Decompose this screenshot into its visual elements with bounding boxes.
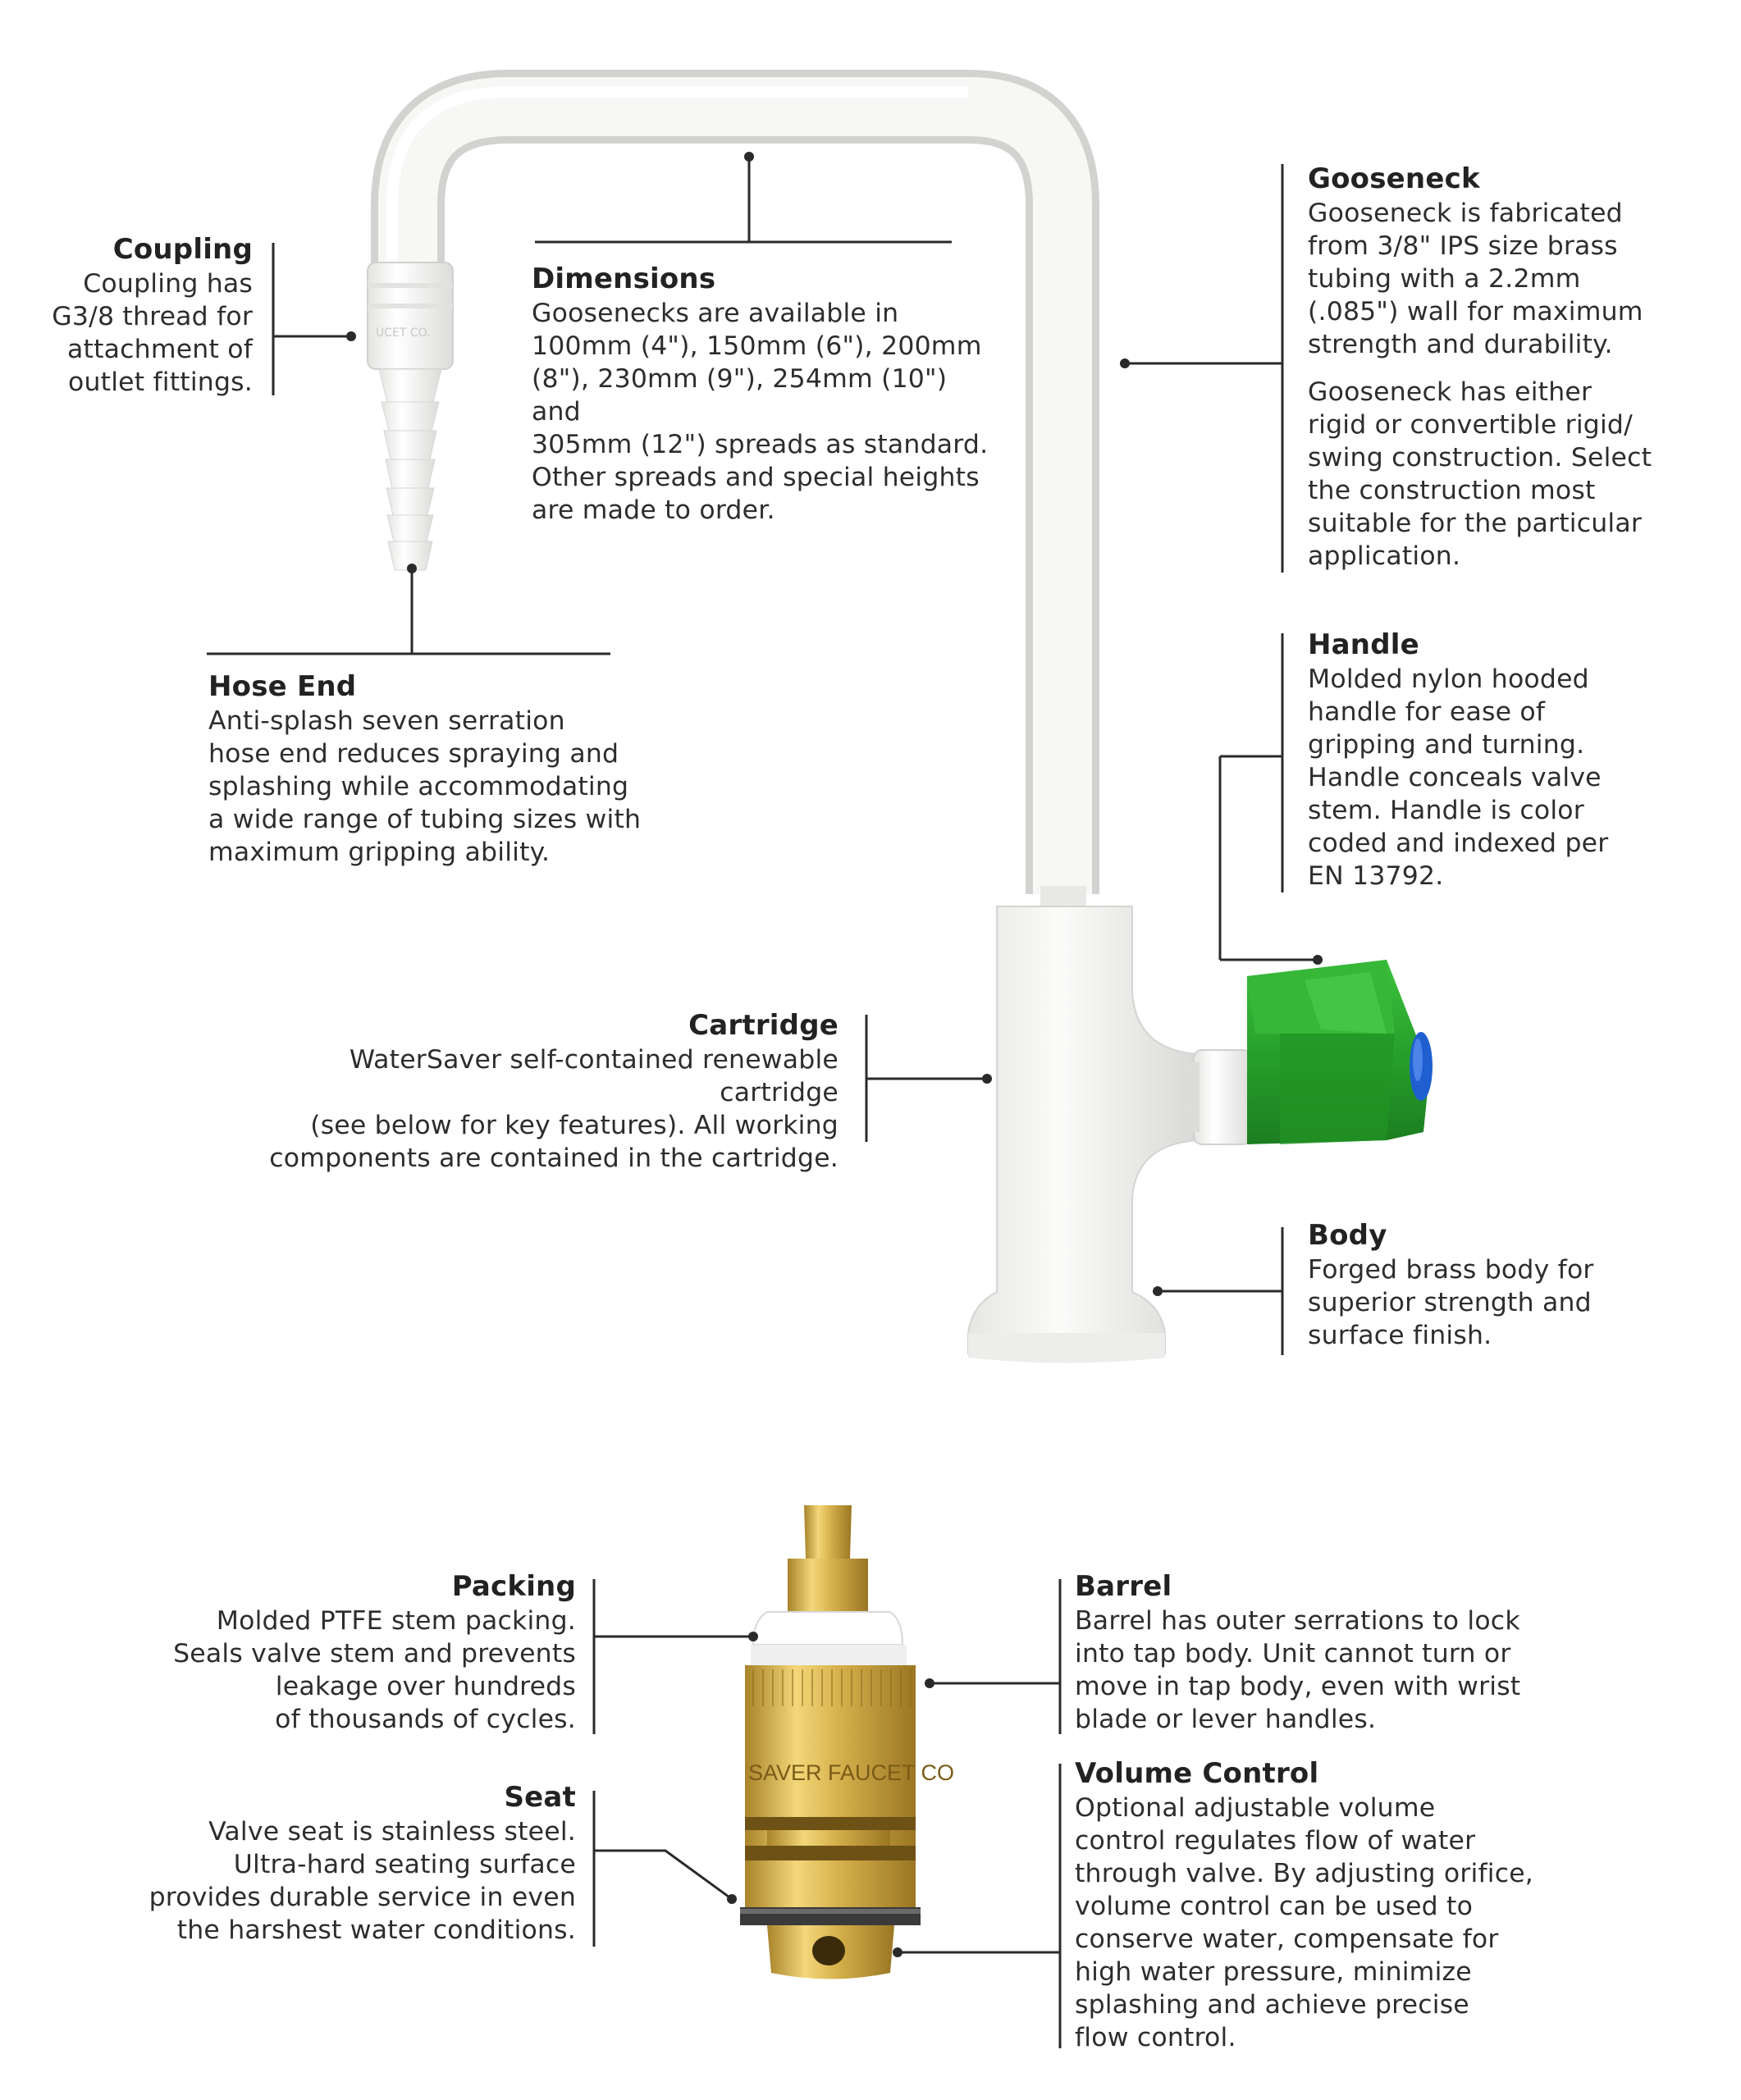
handle-title: Handle — [1308, 628, 1419, 661]
seat-text: Valve seat is stainless steel. Ultra-hard seating surface provides durable service in even the harshest water conditions. — [149, 1817, 576, 1945]
barrel-text: Barrel has outer serrations to lock into tap body. Unit cannot turn or move in tap body, even with wrist blade or lever handles. — [1075, 1606, 1521, 1734]
packing-text: Molded PTFE stem packing. Seals valve stem and prevents leakage over hundreds of thousands of cycles. — [173, 1606, 576, 1734]
handle-text: Molded nylon hooded handle for ease of gripping and turning. Handle conceals valve stem. Handle is color coded and indexed per EN 13792. — [1308, 664, 1609, 891]
dimensions-text: Goosenecks are available in 100mm (4"), 150mm (6"), 200mm (8"), 230mm (9"), 254mm (10") and 305mm (12") spreads as standard. Other spreads and special heights are made to order. — [532, 299, 989, 525]
cartridge — [740, 1505, 954, 1979]
callout-gooseneck — [1308, 161, 1685, 573]
callout-dimensions — [532, 261, 991, 527]
packing-title: Packing — [451, 1570, 576, 1603]
hose-end-title: Hose End — [208, 670, 357, 703]
cartridge-marking: SAVER FAUCET CO — [748, 1760, 955, 1785]
callout-hose-end — [208, 669, 668, 869]
volume-control-text: Optional adjustable volume control regulates flow of water through valve. By adjusting orifice, volume control can be used to conserve water, compensate for high water pressure, minimize splashing and achieve precise flow control. — [1075, 1793, 1534, 2052]
coupling — [368, 262, 453, 369]
packing — [753, 1612, 902, 1645]
coupling-marking: UCET CO. — [376, 326, 431, 340]
gooseneck-para-2: Gooseneck has either rigid or convertible rigid/ swing construction. Select the construction most suitable for the particular application. — [1308, 377, 1652, 571]
barrel — [745, 1665, 916, 1710]
gooseneck-title: Gooseneck — [1308, 162, 1480, 195]
callout-volume-control — [1075, 1755, 1551, 2054]
hose-end — [379, 369, 441, 570]
callout-handle — [1308, 627, 1652, 892]
callout-barrel — [1075, 1568, 1551, 1736]
gooseneck-para-1: Gooseneck is fabricated from 3/8" IPS size brass tubing with a 2.2mm (.085") wall for maximum strength and durability. — [1308, 199, 1643, 359]
callout-packing — [131, 1568, 576, 1736]
dimensions-title: Dimensions — [532, 262, 716, 295]
callout-seat — [131, 1779, 576, 1947]
callout-body — [1308, 1217, 1636, 1352]
body-title: Body — [1308, 1219, 1387, 1252]
seat-title: Seat — [504, 1781, 576, 1814]
body-text: Forged brass body for superior strength and surface finish. — [1308, 1255, 1594, 1350]
callout-cartridge — [246, 1007, 839, 1175]
hose-end-text: Anti-splash seven serration hose end reduces spraying and splashing while accommodating a wide range of tubing sizes with maximum gripping ability. — [208, 706, 642, 867]
barrel-title: Barrel — [1075, 1570, 1172, 1603]
handle — [1247, 960, 1433, 1144]
callout-coupling — [49, 231, 253, 399]
coupling-title: Coupling — [112, 233, 253, 266]
coupling-line: Coupling has G3/8 thread for attachment of outlet fittings. — [52, 269, 253, 397]
cartridge-text: WaterSaver self-contained renewable cartridge (see below for key features). All working components are contained in the cartridge. — [269, 1045, 839, 1173]
cartridge-title: Cartridge — [688, 1009, 839, 1042]
volume-control-title: Volume Control — [1075, 1757, 1319, 1790]
